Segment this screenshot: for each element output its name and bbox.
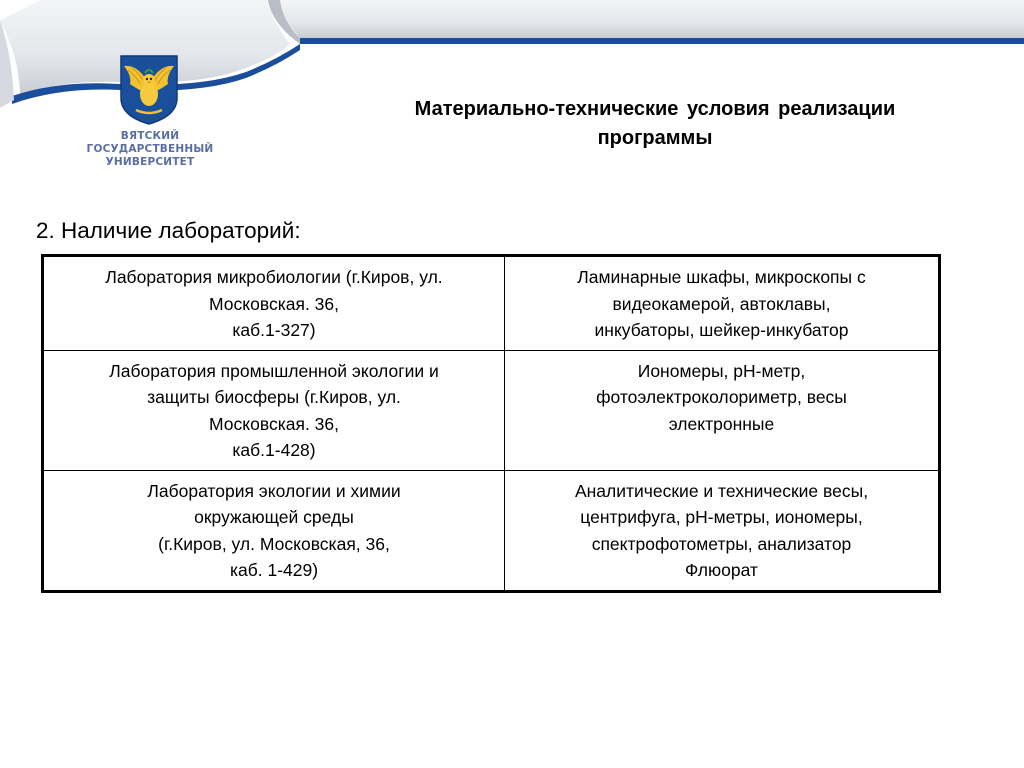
table-row [43, 350, 940, 470]
cell-line: спектрофотометры, анализатор [591, 533, 852, 554]
table-row [43, 470, 940, 591]
slide-title [300, 95, 1010, 153]
university-emblem-icon [118, 54, 180, 126]
cell-line: Лаборатория промышленной экологии и [109, 360, 439, 381]
slide-title-line: Материально-технические условия реализации [414, 98, 896, 120]
cell-line: Лаборатория микробиологии (г.Киров, ул. [105, 267, 443, 287]
university-name [75, 130, 225, 169]
cell-line: Лаборатория экологии и химии [147, 480, 401, 501]
cell-line: (г.Киров, ул. Московская, 36, [158, 533, 390, 554]
cell-line: каб.1-428) [232, 440, 316, 460]
cell-line: каб. 1-429) [229, 560, 319, 580]
slide-title-line: программы [597, 127, 713, 149]
cell-line: инкубаторы, шейкер-инкубатор [594, 320, 849, 340]
university-name-line: ВЯТСКИЙ [120, 130, 180, 142]
university-name-line: ГОСУДАРСТВЕННЫЙ [86, 143, 214, 155]
cell-line: Московская. 36, [209, 293, 339, 314]
cell-line: электронные [668, 413, 775, 434]
lab-name-cell [43, 350, 505, 470]
cell-line: защиты биосферы (г.Киров, ул. [147, 387, 401, 407]
cell-line: Московская. 36, [209, 413, 339, 434]
cell-line: фотоэлектроколориметр, весы [596, 387, 847, 407]
cell-line: Флюорат [685, 560, 758, 580]
lab-equipment-cell [505, 470, 940, 591]
lab-equipment-cell [505, 350, 940, 470]
university-name-line: УНИВЕРСИТЕТ [105, 156, 195, 168]
lab-equipment-cell [505, 256, 940, 351]
cell-line: видеокамерой, автоклавы, [612, 293, 831, 314]
cell-line: Иономеры, рН-метр, [637, 360, 806, 381]
cell-line: Аналитические и технические весы, [574, 480, 869, 501]
laboratories-table [41, 254, 941, 593]
cell-line: каб.1-327) [232, 320, 316, 340]
cell-line: Ламинарные шкафы, микроскопы с [577, 267, 866, 287]
table-row [43, 256, 940, 351]
cell-line: центрифуга, рН-метры, иономеры, [580, 507, 863, 527]
section-heading: 2. Наличие лабораторий: [36, 218, 301, 243]
lab-name-cell [43, 256, 505, 351]
lab-name-cell [43, 470, 505, 591]
cell-line: окружающей среды [194, 507, 354, 527]
